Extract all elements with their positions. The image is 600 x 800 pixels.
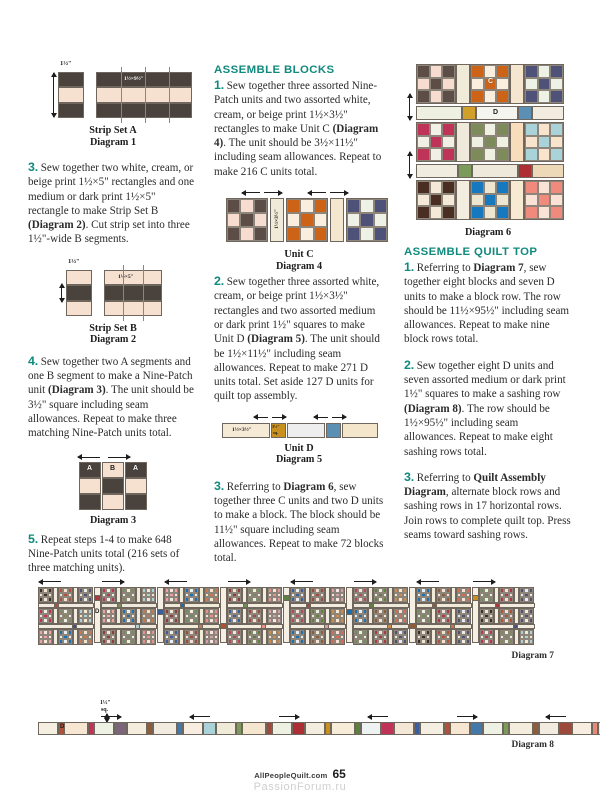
block-c-row-3-sash-2 [510,180,524,220]
diagram7-ninepatch [141,608,156,624]
segment-a2-label: A [133,464,139,472]
unit-c-ninepatch-2 [286,198,328,242]
watermark: PassionForum.ru [253,781,347,793]
step-4-text-a: Sew together two A segments and one B segment to make a Nine-Patch unit [28,355,193,397]
blocks-step-1-bold: (Diagram 4) [214,122,379,150]
diagram8-rect [483,722,503,735]
diagram3-unit [79,462,147,510]
quilt-step-2-text-c: . The row should be 1½×95½" including seam allowances. Repeat to make eight sashing rows total. [404,402,553,458]
column-right [404,60,572,553]
diagram7-ninepatch [101,587,116,603]
step-3-paragraph [28,160,198,247]
segment-strip-1 [66,270,92,285]
strip-light-middle [96,87,192,103]
block-label-c: C [488,78,494,85]
diagram7-ninepatch [141,629,156,645]
diagram7-ninepatch [227,629,242,645]
diagram7-ninepatch [353,587,368,603]
diagram7-ninepatch [436,587,451,603]
cut-line-2 [143,265,144,321]
segment-strip-2 [58,87,84,103]
diagram7-ninepatch [519,587,534,603]
diagram7-ninepatch [38,629,53,645]
block-c-row-2-sash-2 [510,122,524,162]
strip-light-bottom [104,301,162,316]
step-5-paragraph [28,532,198,576]
diagram7-sashing-unit-d [346,587,353,643]
diagram7-block [38,587,94,643]
segment-a2-cell-3 [125,494,147,510]
diagram7-ninepatch [519,608,534,624]
diagram7-ninepatch [416,587,431,603]
strip-dark-middle [104,285,162,301]
step-4-paragraph [28,354,198,441]
block-c-row-2-patch-2 [470,122,510,162]
diagram7-ninepatch [499,629,514,645]
block-c-row-1-patch-1 [416,64,456,104]
diagram7-sashing-square [220,623,227,629]
diagram7-ninepatch [519,629,534,645]
segment-a1-label: A [87,464,93,472]
diagram7-ninepatch [373,608,388,624]
footer-page-number: 65 [332,767,346,781]
diagram7-ninepatch [184,608,199,624]
segment-strip-1 [58,72,84,87]
diagram7-ninepatch [78,587,93,603]
diagram7-ninepatch [58,587,73,603]
diagram7-ninepatch [184,587,199,603]
diagram7-seam-arrow [39,581,61,582]
diagram4-unit [226,198,374,242]
diagram7-sashing-unit-d [409,587,416,643]
diagram8-rect [450,722,470,735]
diagram7-sashing-square [94,595,101,601]
block-c-row-2-patch-1 [416,122,456,162]
segment-strip-3 [58,103,84,118]
diagram7-ninepatch [330,587,345,603]
diagram7-ninepatch [456,608,471,624]
diagram7-ninepatch [164,608,179,624]
diagram8-rect [64,722,88,735]
diagram-8-sashing-row [0,700,600,750]
diagram5-caption-title: Unit D [284,442,314,454]
step-5-number: 5. [28,531,38,546]
blocks-step-2-number: 2. [214,274,224,289]
block-d-row-2-rect-1 [416,164,458,178]
diagram7-ninepatch [353,608,368,624]
diagram2-strip-label: 1½×5" [118,273,134,280]
quilt-step-3-text-a: Referring to [413,471,474,484]
blocks-step-3-text-c: , sew together three C units and two D units to make a block. The block should be 11½" square including seam allowances. Repeat to make 72 blocks total. [214,480,384,565]
block-c-row-1-sash-2 [510,64,524,104]
diagram3-caption: Diagram 3 [89,514,137,526]
unit-d-square-2 [326,423,341,438]
block-d-row-1-rect-1 [416,106,462,120]
quilt-step-1-text-a: Referring to [413,262,474,274]
diagram1-strip-set [96,72,192,118]
diagram1-caption-title: Strip Set A [89,125,137,136]
diagram7-block [479,587,535,643]
diagram8-rect [272,722,292,735]
diagram8-caption: Diagram 8 [511,740,554,750]
diagram7-block [353,587,409,643]
column-left [28,60,198,586]
step-3-bold: (Diagram 2) [28,219,86,232]
diagram7-ninepatch [456,587,471,603]
segment-a1-cell-2 [79,478,101,494]
diagram7-ninepatch [290,629,305,645]
quilt-step-1-text-c: , sew together eight blocks and seven D units to make a block row. The row should be 11½×95½" including seam allowances. Repeat to make nine block rows total. [404,262,570,346]
unit-d-arrow-left-1 [254,417,268,418]
diagram8-strip [38,722,600,736]
step-4-text-c: . The unit should be 3½" square including seam allowances. Repeat to make three matching Nine-Patch units total. [28,384,194,440]
diagram7-ninepatch [101,608,116,624]
diagram7-ninepatch [499,608,514,624]
unit-c-arrow-right-2 [330,192,348,193]
blocks-step-2-paragraph [214,274,384,404]
seam-arrow-left [78,457,100,458]
diagram7-ninepatch [38,587,53,603]
block-d-row-2-square-2 [518,164,532,178]
column-middle [214,64,384,577]
diagram7-ninepatch [184,629,199,645]
diagram7-ninepatch [416,608,431,624]
cut-line-2 [145,67,146,123]
diagram1-caption-number: Diagram 1 [89,136,137,148]
diagram1-height-arrow [53,73,54,117]
blocks-step-2-bold: (Diagram 5) [247,333,305,346]
diagram7-block [290,587,346,643]
block-d-row-2-rect-3 [532,164,564,178]
diagram1-width-label: 1½" [60,60,72,67]
diagram7-ninepatch [373,629,388,645]
block-d-row-2-rect-2 [472,164,518,178]
diagram-5-unit-d [214,415,384,466]
diagram-7-block-row [0,585,600,661]
unit-d-arrow-left-2 [314,417,328,418]
block-d-row-1-square-2 [518,106,532,120]
diagram8-rect [127,722,147,735]
blocks-step-1-text-a: Sew together three assorted Nine-Patch units and two assorted white, cream, or beige print 1½×3½" rectangles to make Unit C [214,80,378,135]
unit-c-sashing-2 [330,198,344,242]
segment-a1-cell-3 [79,494,101,510]
block-c-row-3-sash-1 [456,180,470,220]
diagram7-ninepatch [479,629,494,645]
diagram8-sashing-square [381,722,394,735]
diagram8-seam-arrow [368,716,388,717]
diagram2-segment [66,270,92,316]
seam-arrow-right [108,457,130,458]
diagram7-ninepatch [38,608,53,624]
cut-line-3 [169,67,170,123]
quilt-step-2-number: 2. [404,357,414,372]
diagram7-ninepatch [436,608,451,624]
diagram7-ninepatch [164,587,179,603]
diagram7-ninepatch [247,608,262,624]
diagram8-rect [420,722,444,735]
segment-strip-2 [66,285,92,301]
quilt-step-3-text-c: , alternate block rows and sashing rows in 17 horizontal rows. Join rows to complete quilt top. Press seams toward sashing rows. [404,486,571,542]
diagram-4-unit-c [214,190,384,272]
diagram7-seam-arrow [354,581,376,582]
diagram7-seam-arrow [228,581,250,582]
diagram7-seam-arrow [291,581,313,582]
diagram7-ninepatch [121,629,136,645]
quilt-step-3-bold: Quilt Assembly Diagram [404,471,546,499]
diagram7-sashing-square [157,609,164,615]
diagram7-ninepatch [290,587,305,603]
unit-c-rect-label: 1½×3½" [274,209,280,229]
diagram2-caption-title: Strip Set B [89,322,137,334]
assemble-blocks-heading: ASSEMBLE BLOCKS [214,64,335,76]
assemble-quilt-top-heading: ASSEMBLE QUILT TOP [404,246,538,258]
diagram7-ninepatch [204,587,219,603]
diagram7-ninepatch [247,629,262,645]
diagram7-caption: Diagram 7 [511,651,554,661]
diagram7-sashing-square [283,595,290,601]
diagram8-seam-arrow [546,716,566,717]
quilt-step-2-text-a: Sew together eight D units and seven assorted medium or dark print 1½" squares to make a sashing row [404,359,566,401]
unit-d-rect-label: 1½×3½" [232,426,252,433]
diagram7-ninepatch [290,608,305,624]
diagram8-sashing-square [203,722,216,735]
cut-line-1 [123,265,124,321]
diagram7-ninepatch [353,629,368,645]
unit-c-ninepatch-3 [346,198,388,242]
segment-strip-3 [66,301,92,316]
strip-dark-top [96,72,192,87]
diagram8-rect [242,722,266,735]
step-3-text-a: Sew together two white, cream, or beige print 1½×5" rectangles and one medium or dark print 1½×5" rectangle to make Strip Set B [28,162,195,217]
diagram7-ninepatch [393,608,408,624]
diagram8-rect [38,722,58,735]
step-3-number: 3. [28,160,38,174]
diagram-1-strip-set-a [28,60,198,160]
diagram7-ninepatch [499,587,514,603]
unit-d-arrow-right-2 [332,417,346,418]
diagram8-rect [305,722,325,735]
step-5-text-a: Repeat steps 1-4 to make 648 Nine-Patch units total (216 sets of three matching units). [28,533,180,575]
diagram7-sashing-square [472,595,479,601]
unit-c-arrow-right-1 [264,192,282,193]
unit-d-rect-3 [342,423,378,438]
diagram7-ninepatch [78,608,93,624]
diagram7-strip [38,585,562,647]
diagram8-square-label-2: sq. [101,707,108,713]
block-label-d: D [493,109,499,116]
diagram7-ninepatch [267,587,282,603]
diagram7-ninepatch [330,608,345,624]
diagram7-ninepatch [373,587,388,603]
diagram7-sashing-square [346,609,353,615]
diagram8-rect [539,722,559,735]
quilt-step-1-bold: Diagram 7 [473,262,524,274]
diagram6-block [416,64,564,220]
diagram8-rect [94,722,114,735]
diagram7-ninepatch [267,608,282,624]
diagram7-ninepatch [479,587,494,603]
diagram7-seam-arrow [417,581,439,582]
diagram7-ninepatch [58,629,73,645]
footer-site: AllPeopleQuilt.com [254,771,328,780]
blocks-step-1-number: 1. [214,78,224,92]
diagram8-rect [361,722,381,735]
diagram7-ninepatch [479,608,494,624]
block-c-row-1-sash-1 [456,64,470,104]
diagram7-ninepatch [121,587,136,603]
diagram8-rect [331,722,355,735]
diagram-2-strip-set-b [28,258,198,354]
quilt-step-2-bold: (Diagram 8) [404,402,462,415]
diagram7-ninepatch [310,608,325,624]
unit-c-arrow-left-2 [308,192,326,193]
block-d-row-1-rect-3 [532,106,564,120]
diagram-3-nine-patch [28,452,198,524]
segment-b-label: B [110,464,116,472]
diagram7-ninepatch [247,587,262,603]
diagram7-seam-arrow [473,581,495,582]
diagram5-unit [222,423,378,438]
diagram5-caption-number: Diagram 5 [275,454,323,466]
diagram7-ninepatch [101,629,116,645]
diagram-6-block [404,60,572,240]
block-c-row-2-sash-1 [456,122,470,162]
diagram8-sashing-square [114,722,127,735]
step-4-bold: (Diagram 3) [48,384,106,397]
blocks-step-1-paragraph [214,78,384,179]
block-c-row-3-patch-1 [416,180,456,220]
diagram7-ninepatch [78,629,93,645]
diagram8-seam-arrow [279,716,299,717]
diagram7-ninepatch [141,587,156,603]
diagram1-strip-label: 1½×9½" [124,76,144,82]
diagram6-arrow-1 [409,94,410,120]
diagram7-sashing-unit-d [220,587,227,643]
diagram8-seam-arrow [457,716,477,717]
quilt-step-3-paragraph [404,470,572,542]
diagram2-strip-set [104,270,162,316]
diagram7-block [164,587,220,643]
unit-d-rect-2 [287,423,325,438]
blocks-step-3-bold: Diagram 6 [283,480,334,493]
diagram6-caption: Diagram 6 [464,227,512,238]
diagram7-block [101,587,157,643]
blocks-step-1-text-c: . The unit should be 3½×11½" including seam allowances. Repeat to make 216 C units total. [214,137,382,178]
diagram7-ninepatch [416,629,431,645]
block-c-row-3-patch-2 [470,180,510,220]
diagram7-ninepatch [121,608,136,624]
diagram7-label-d: D [95,609,100,615]
diagram2-height-arrow [61,284,62,302]
blocks-step-2-text-c: . The unit should be 1½×11½" including seam allowances. Repeat to make 271 D units total. Set aside 127 D units for quilt top assembly. [214,333,380,403]
diagram8-seam-arrow [101,716,121,717]
diagram7-ninepatch [436,629,451,645]
strip-dark-bottom [96,103,192,118]
segment-b-cell-3 [102,494,124,510]
quilt-step-1-paragraph [404,260,572,347]
diagram8-rect [216,722,236,735]
diagram8-rect [394,722,414,735]
diagram8-sashing-square [470,722,483,735]
diagram8-sashing-square [292,722,305,735]
unit-c-ninepatch-1 [226,198,268,242]
diagram8-square-label-1: 1½" [100,700,111,706]
block-c-row-2-patch-3 [524,122,564,162]
diagram4-caption-number: Diagram 4 [275,260,323,272]
diagram7-sashing-unit-d [157,587,164,643]
diagram8-rect [153,722,177,735]
quilt-step-3-number: 3. [404,469,414,484]
diagram4-caption-title: Unit C [284,249,314,261]
diagram8-sashing-square [559,722,572,735]
diagram8-seam-arrow [190,716,210,717]
unit-c-arrow-left-1 [242,192,260,193]
unit-d-arrow-right-1 [272,417,286,418]
diagram7-ninepatch [310,587,325,603]
diagram7-ninepatch [393,629,408,645]
blocks-step-2-text-a: Sew together three assorted white, cream, or beige print 1½×3½" rectangles and two assorted medium or dark print 1½" squares to make Unit D [214,276,380,346]
diagram8-label-d: D [60,724,65,730]
diagram1-segment [58,72,84,118]
diagram7-ninepatch [58,608,73,624]
diagram7-ninepatch [330,629,345,645]
step-4-number: 4. [28,353,38,368]
diagram6-arrow-2 [409,152,410,178]
blocks-step-3-number: 3. [214,478,224,493]
unit-d-square-label-2: sq. [273,429,278,435]
diagram7-seam-arrow [165,581,187,582]
step-3-text-c: . Cut strip set into three 1½"-wide B segments. [28,219,190,246]
diagram8-rect [509,722,533,735]
segment-a2-cell-2 [125,478,147,494]
block-c-row-1-patch-3 [524,64,564,104]
diagram7-block [227,587,283,643]
diagram8-rect [572,722,592,735]
diagram7-block [416,587,472,643]
block-c-row-3-patch-3 [524,180,564,220]
cut-line-1 [121,67,122,123]
diagram7-ninepatch [164,629,179,645]
unit-d-square-label-1: 1½" [272,423,280,429]
diagram7-seam-arrow [102,581,124,582]
diagram7-sashing-square [409,623,416,629]
block-d-row-1-square-1 [462,106,476,120]
diagram7-ninepatch [227,587,242,603]
diagram7-ninepatch [227,608,242,624]
diagram8-rect [183,722,203,735]
quilt-step-1-number: 1. [404,260,414,274]
diagram2-caption-number: Diagram 2 [89,334,137,346]
diagram7-ninepatch [204,608,219,624]
diagram7-ninepatch [456,629,471,645]
diagram7-ninepatch [393,587,408,603]
diagram2-width-label: 1½" [68,257,80,265]
segment-b-cell-2 [102,478,124,494]
blocks-step-3-text-a: Referring to [223,480,284,493]
blocks-step-3-paragraph [214,479,384,566]
diagram7-ninepatch [310,629,325,645]
diagram7-ninepatch [204,629,219,645]
block-d-row-2-square-1 [458,164,472,178]
diagram7-ninepatch [267,629,282,645]
quilt-step-2-paragraph [404,358,572,459]
